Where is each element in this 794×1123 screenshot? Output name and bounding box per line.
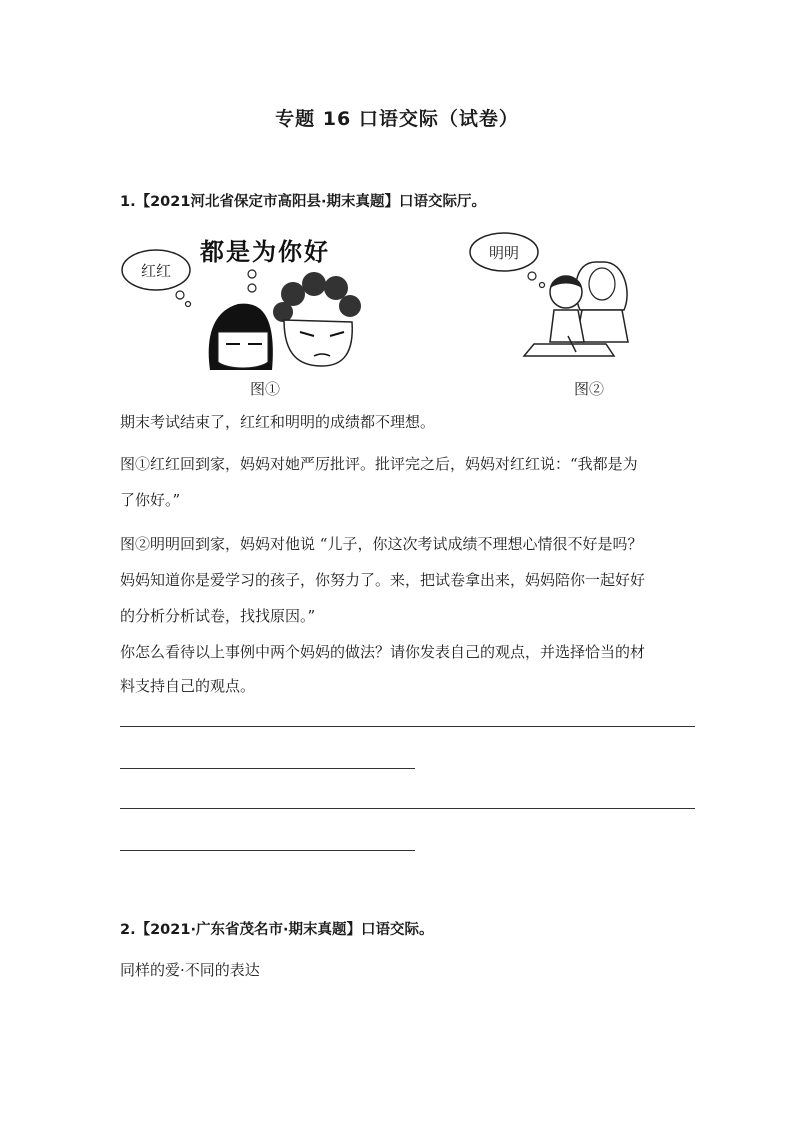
answer-line[interactable] — [120, 808, 695, 809]
figure-1-illustration — [118, 232, 364, 370]
figure-2-bubble-label: 明明 — [488, 244, 520, 262]
glasses-icon — [248, 270, 256, 292]
paragraph: 期末考试结束了，红红和明明的成绩都不理想。 — [120, 413, 436, 431]
girl-figure-icon — [209, 304, 273, 370]
paragraph: 了你好。” — [120, 491, 181, 509]
paragraph: 的分析分析试卷，找找原因。” — [120, 607, 316, 625]
paragraph: 料支持自己的观点。 — [120, 677, 256, 695]
answer-line[interactable] — [120, 726, 695, 727]
figure-2-illustration — [464, 232, 650, 370]
page-title: 专题 16 口语交际（试卷） — [275, 108, 519, 130]
paragraph: 妈妈知道你是爱学习的孩子，你努力了。来，把试卷拿出来，妈妈陪你一起好好 — [120, 571, 646, 589]
paragraph: 图①红红回到家，妈妈对她严厉批评。批评完之后，妈妈对红红说：“我都是为 — [120, 455, 638, 473]
figure-1-bubble-label: 红红 — [140, 262, 172, 280]
question-1-heading: 1.【2021河北省保定市高阳县·期末真题】口语交际厅。 — [120, 194, 486, 210]
question-2-subtitle: 同样的爱·不同的表达 — [120, 961, 260, 979]
paragraph: 图②明明回到家，妈妈对他说 “儿子，你这次考试成绩不理想心情很不好是吗？ — [120, 535, 643, 553]
answer-line[interactable] — [120, 850, 415, 851]
mother-figure-icon — [576, 262, 628, 342]
mother-curlers-figure-icon — [273, 272, 361, 366]
figure-1-speech-text: 都是为你好 — [200, 238, 330, 266]
paragraph: 你怎么看待以上事例中两个妈妈的做法？请你发表自己的观点，并选择恰当的材 — [120, 643, 646, 661]
answer-line[interactable] — [120, 768, 415, 769]
figure-1-caption: 图① — [249, 380, 280, 398]
question-2-heading: 2.【2021·广东省茂名市·期末真题】口语交际。 — [120, 922, 434, 938]
figure-2-caption: 图② — [573, 380, 604, 398]
